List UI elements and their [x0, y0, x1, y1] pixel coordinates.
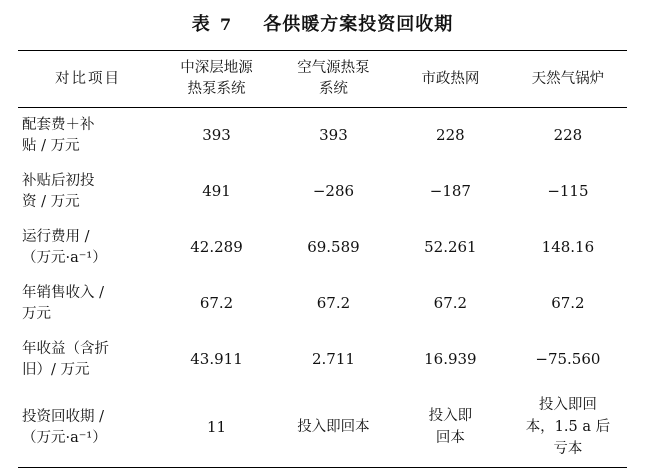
cell-value: 67.2 [433, 294, 468, 313]
cell-value-multiline [392, 388, 509, 468]
caption-prefix: 表 [191, 14, 211, 35]
table-header-row [18, 51, 627, 108]
cell-value-line: 投入即回 [538, 397, 597, 414]
row-label-line: 旧）/ 万元 [22, 362, 90, 379]
row-label-line: 万元 [22, 306, 51, 323]
cell-value: 228 [553, 126, 583, 145]
cell-value: 投入即回本 [297, 418, 370, 435]
table-row [18, 276, 627, 332]
table-head [18, 51, 627, 108]
cell-value: −286 [312, 182, 355, 201]
cell-value-line: 本，1.5 a 后 [525, 418, 611, 435]
column-header-line: 系统 [318, 81, 348, 98]
cell-value-line: 回本 [435, 429, 465, 446]
row-label-subsidy-fee [18, 108, 158, 165]
table-body [18, 108, 627, 468]
cell-value: 42.289 [190, 238, 243, 257]
cell-value: 2.711 [311, 350, 355, 369]
investment-payback-table [18, 50, 627, 468]
row-label-operating-cost [18, 220, 158, 276]
cell-value-line: 亏本 [553, 440, 583, 457]
cell-value-line: 投入即 [428, 408, 473, 425]
cell-value: 393 [202, 126, 231, 145]
cell-value: 148.16 [541, 238, 595, 257]
row-label-line: 补贴后初投 [22, 173, 95, 190]
row-label-payback-period [18, 388, 158, 468]
table-row [18, 164, 627, 220]
row-label-line: 贴 / 万元 [22, 138, 80, 155]
row-label-line: 资 / 万元 [22, 194, 80, 211]
row-label-annual-revenue [18, 276, 158, 332]
row-label-initial-investment [18, 164, 158, 220]
cell-value: 11 [206, 417, 227, 436]
column-header-line: 市政热网 [421, 70, 480, 87]
column-header-gas-boiler [509, 51, 627, 108]
table-row [18, 388, 627, 468]
column-header-line: 空气源热泵 [297, 60, 370, 76]
cell-value: 43.911 [190, 350, 243, 369]
cell-value: 67.2 [316, 294, 351, 313]
column-header-line: 对比项目 [55, 70, 122, 87]
cell-value-multiline [509, 388, 627, 468]
row-label-line: 配套费＋补 [22, 117, 95, 134]
cell-value: −187 [429, 182, 471, 201]
row-label-line: 投资回收期 / [22, 408, 104, 425]
column-header-line: 中深层地源 [180, 60, 253, 76]
column-header-district-heating [392, 51, 509, 108]
table-row [18, 332, 627, 388]
column-header-geothermal [158, 51, 275, 108]
column-header-air-source [275, 51, 392, 108]
column-header-item [18, 51, 158, 108]
row-label-line: 年销售收入 / [22, 285, 104, 302]
cell-value: 67.2 [551, 294, 585, 313]
table-row [18, 220, 627, 276]
cell-value: 52.261 [424, 238, 477, 257]
caption-title: 各供暖方案投资回收期 [263, 14, 454, 35]
cell-value: 67.2 [199, 294, 234, 313]
cell-value: 69.589 [307, 238, 360, 257]
column-header-line: 天然气锅炉 [531, 70, 605, 87]
cell-value: −75.560 [535, 350, 601, 369]
table-caption [18, 0, 627, 50]
cell-value: −115 [547, 182, 589, 201]
row-label-line: 年收益（含折 [22, 341, 109, 358]
cell-value: 491 [202, 182, 231, 201]
row-label-line: （万元·a⁻¹） [22, 429, 107, 446]
cell-value: 16.939 [424, 350, 477, 369]
column-header-line: 热泵系统 [187, 81, 246, 98]
cell-value: 228 [436, 126, 465, 145]
row-label-annual-profit [18, 332, 158, 388]
cell-value: 393 [319, 126, 348, 145]
caption-number: 7 [220, 15, 233, 34]
row-label-line: （万元·a⁻¹） [22, 250, 107, 267]
row-label-line: 运行费用 / [22, 229, 90, 246]
table-row [18, 108, 627, 165]
